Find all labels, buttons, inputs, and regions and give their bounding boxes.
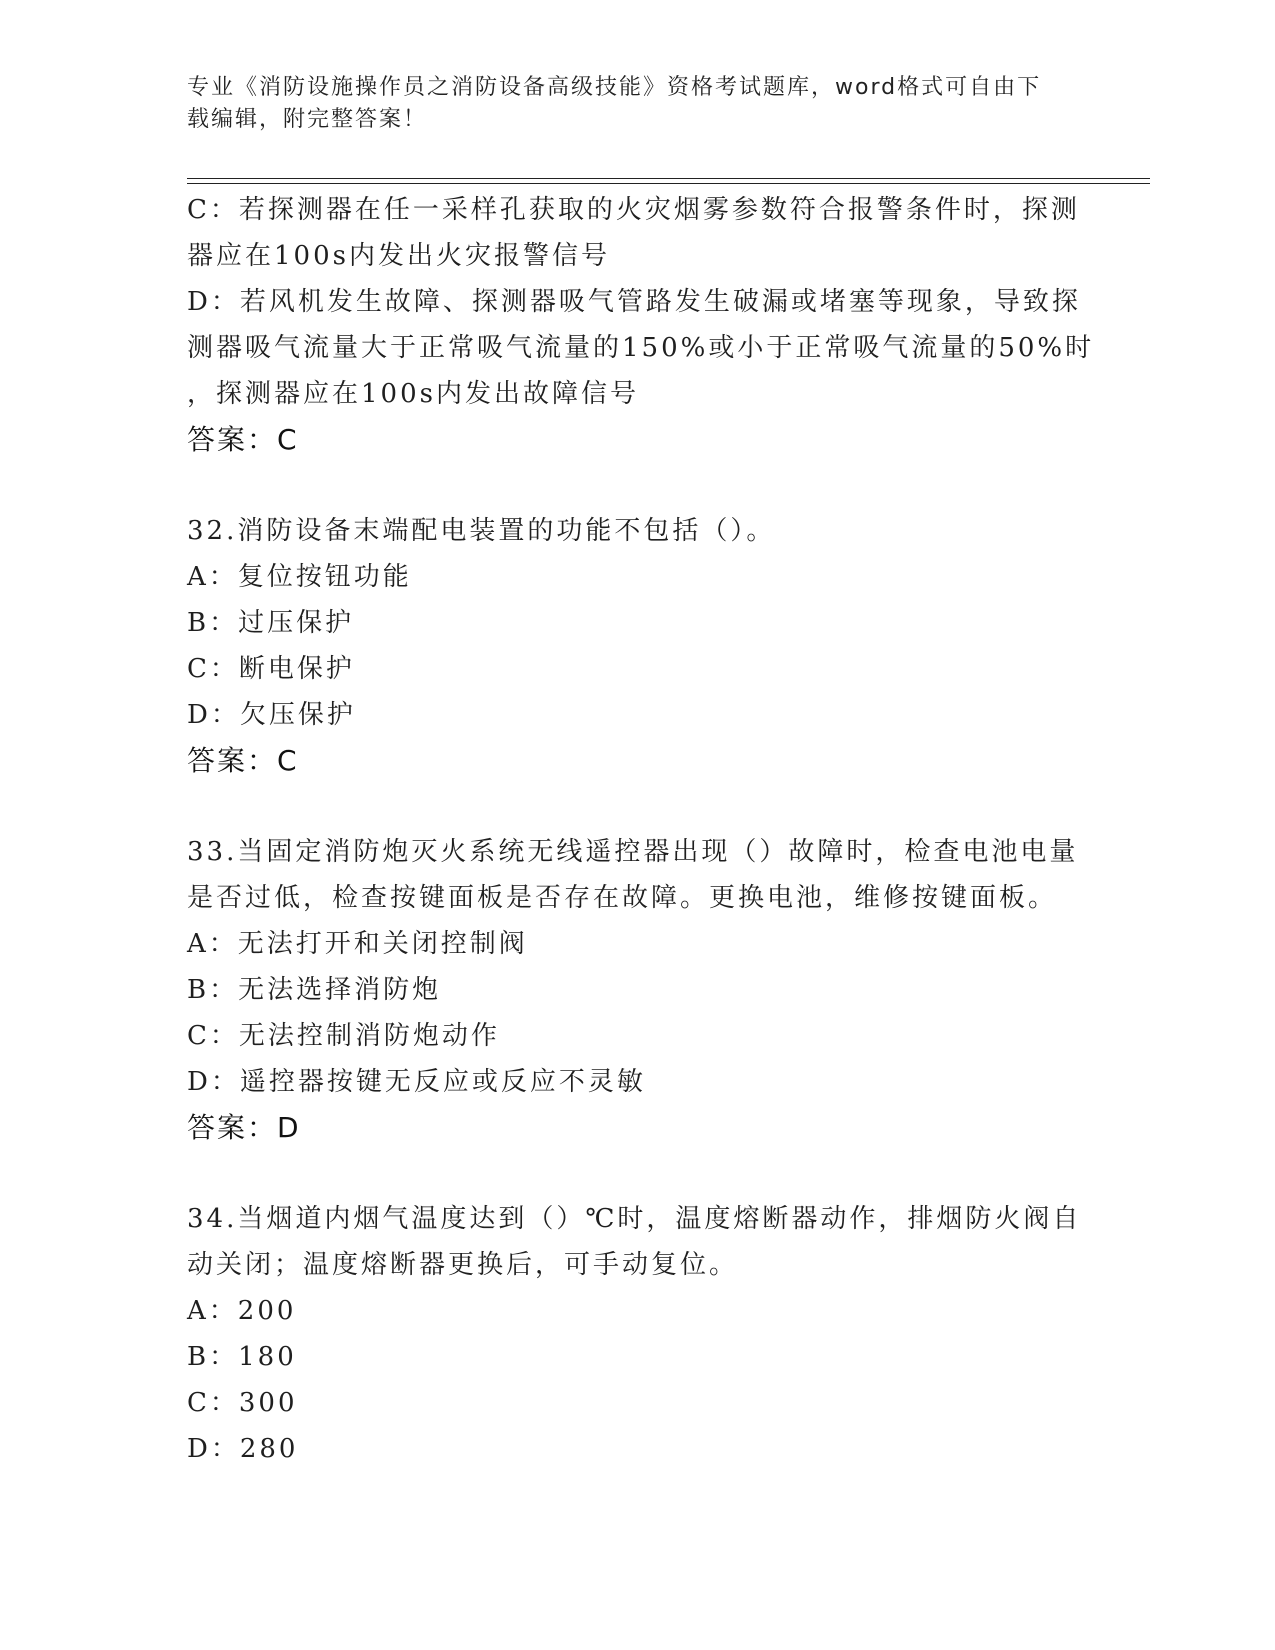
option-d: D：欠压保护 bbox=[187, 700, 356, 730]
option-d-line-1: D：若风机发生故障、探测器吸气管路发生破漏或堵塞等现象，导致探 bbox=[187, 287, 1081, 317]
question-stem: 32.消防设备末端配电装置的功能不包括（）。 bbox=[187, 516, 776, 546]
spacer bbox=[187, 784, 1087, 829]
header-rule-top bbox=[187, 178, 1150, 179]
option-c-line-2: 器应在100s内发出火灾报警信号 bbox=[187, 241, 610, 271]
option-d: D：遥控器按键无反应或反应不灵敏 bbox=[187, 1067, 646, 1097]
answer-33: 答案：D bbox=[187, 1111, 301, 1144]
header-line-2: 载编辑，附完整答案！ bbox=[187, 107, 428, 132]
option-a: A：无法打开和关闭控制阀 bbox=[187, 929, 528, 959]
question-31-continued bbox=[187, 187, 1095, 463]
option-d-line-2: 测器吸气流量大于正常吸气流量的150%或小于正常吸气流量的50%时 bbox=[187, 333, 1095, 363]
question-stem: 动关闭；温度熔断器更换后，可手动复位。 bbox=[187, 1250, 739, 1280]
option-d-line-3: ，探测器应在100s内发出故障信号 bbox=[187, 379, 639, 409]
option-b: B：过压保护 bbox=[187, 608, 355, 638]
option-b: B：180 bbox=[187, 1342, 297, 1372]
question-34 bbox=[187, 1196, 1087, 1472]
question-content bbox=[187, 187, 1095, 1472]
header-rule-bottom bbox=[187, 183, 1150, 184]
answer-31: 答案：C bbox=[187, 423, 299, 456]
option-a: A：复位按钮功能 bbox=[187, 562, 412, 592]
spacer bbox=[187, 463, 1087, 508]
question-33 bbox=[187, 829, 1087, 1151]
option-c: C：300 bbox=[187, 1388, 298, 1418]
option-b: B：无法选择消防炮 bbox=[187, 975, 442, 1005]
document-header bbox=[187, 72, 1067, 136]
spacer bbox=[187, 1151, 1087, 1196]
question-stem: 34.当烟道内烟气温度达到（）℃时，温度熔断器动作，排烟防火阀自 bbox=[187, 1204, 1082, 1234]
option-d: D：280 bbox=[187, 1434, 299, 1464]
question-32 bbox=[187, 508, 1087, 784]
answer-32: 答案：C bbox=[187, 744, 299, 777]
option-c: C：无法控制消防炮动作 bbox=[187, 1021, 500, 1051]
option-c-line-1: C：若探测器在任一采样孔获取的火灾烟雾参数符合报警条件时，探测 bbox=[187, 195, 1080, 225]
option-c: C：断电保护 bbox=[187, 654, 355, 684]
option-a: A：200 bbox=[187, 1296, 297, 1326]
question-stem: 是否过低，检查按键面板是否存在故障。更换电池，维修按键面板。 bbox=[187, 883, 1058, 913]
header-line-1: 专业《消防设施操作员之消防设备高级技能》资格考试题库，word格式可自由下 bbox=[187, 75, 1042, 100]
question-stem: 33.当固定消防炮灭火系统无线遥控器出现（）故障时，检查电池电量 bbox=[187, 837, 1079, 867]
